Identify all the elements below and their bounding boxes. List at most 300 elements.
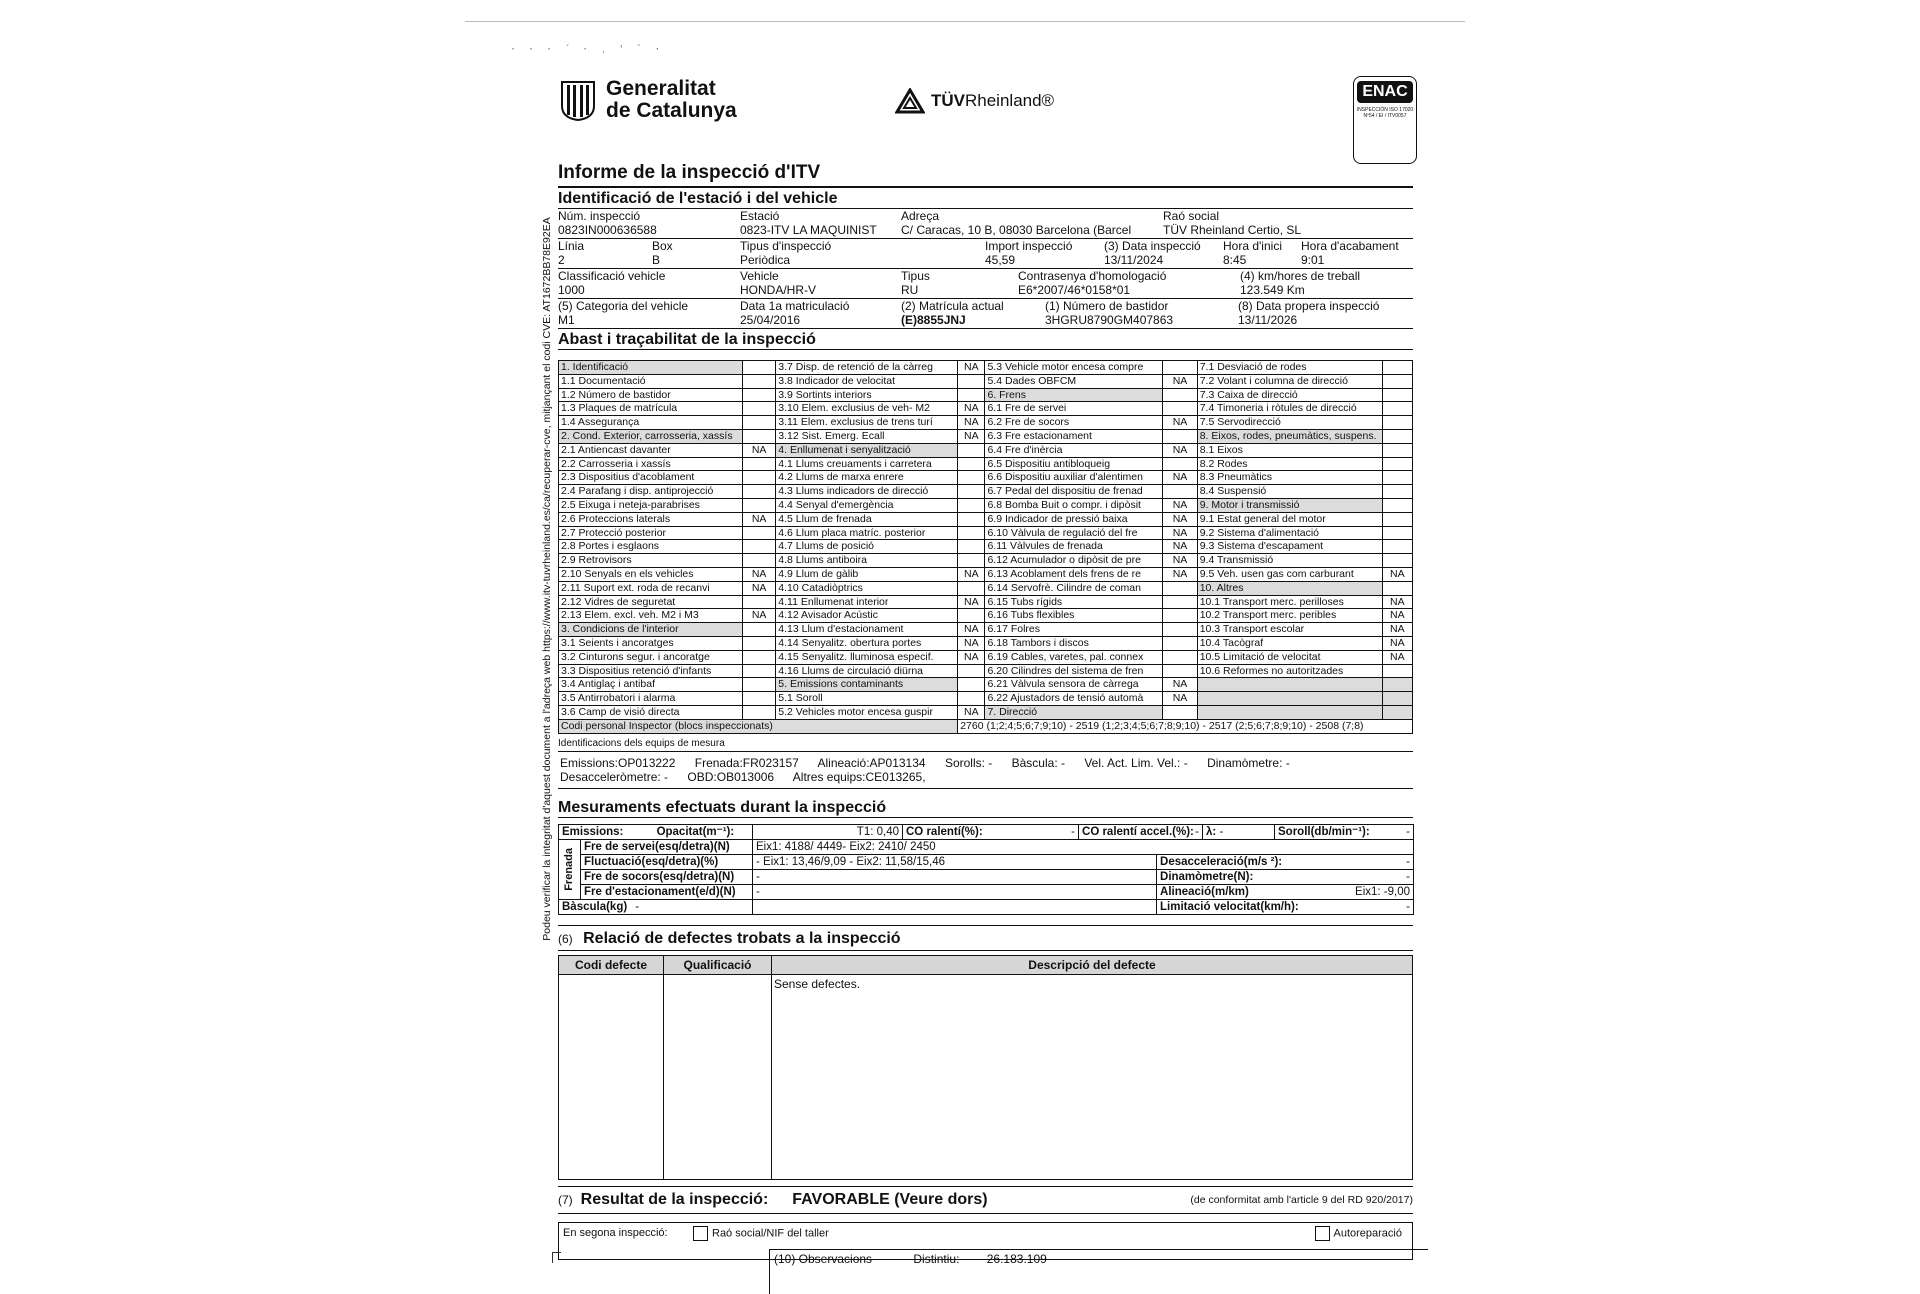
abast-status — [958, 388, 985, 402]
abast-status: NA — [1163, 498, 1197, 512]
fre-servei-value: Eix1: 4188/ 4449- Eix2: 2410/ 2450 — [753, 839, 1414, 854]
abast-item: 9.3 Sistema d'escapament — [1197, 540, 1382, 554]
abast-status — [958, 678, 985, 692]
coa-value: - — [1195, 825, 1200, 838]
abast-status: NA — [742, 581, 775, 595]
autoreparacio-label: Autoreparació — [1333, 1226, 1402, 1239]
abast-item: 7.1 Desviació de rodes — [1197, 361, 1382, 375]
abast-status — [742, 664, 775, 678]
abast-item: 6.7 Pedal del dispositiu de frenad — [985, 485, 1163, 499]
report-header — [558, 70, 1413, 152]
abast-status — [1382, 526, 1412, 540]
defectes-table — [558, 955, 1413, 1180]
linia-label: Línia — [558, 239, 585, 253]
abast-status: NA — [1163, 567, 1197, 581]
tuv-a: TÜV — [931, 91, 965, 110]
abast-row — [559, 361, 1413, 375]
abast-status — [958, 485, 985, 499]
propera-value: 13/11/2026 — [1238, 313, 1298, 327]
abast-row — [559, 678, 1413, 692]
generalitat-seal-icon — [558, 78, 598, 122]
abast-item: 4.12 Avisador Acústic — [776, 609, 958, 623]
abast-item: 1.2 Número de bastidor — [559, 388, 743, 402]
equip-alineacio: Alineació:AP013134 — [817, 755, 926, 770]
abast-row — [559, 636, 1413, 650]
abast-item: 10.5 Limitació de velocitat — [1197, 650, 1382, 664]
handwritten-mark: · · · ´ · ˌ ' ` · — [510, 44, 664, 55]
equips-title: Identificacions dels equips de mesura — [558, 737, 725, 749]
limit-label: Limitació velocitat(km/h): — [1160, 900, 1299, 913]
abast-status — [1382, 678, 1412, 692]
abast-status — [1382, 429, 1412, 443]
abast-item: 3.8 Indicador de velocitat — [776, 374, 958, 388]
abast-item: 6.16 Tubs flexibles — [985, 609, 1163, 623]
abast-item: 2.13 Elem. excl. veh. M2 i M3 — [559, 609, 743, 623]
abast-item: 4.14 Senyalitz. obertura portes — [776, 636, 958, 650]
abast-row — [559, 623, 1413, 637]
equip-sorolls: Sorolls: - — [944, 755, 993, 770]
abast-row — [559, 429, 1413, 443]
abast-status: NA — [1163, 443, 1197, 457]
generalitat-logo — [558, 78, 737, 122]
desacc-label: Desacceleració(m/s ²): — [1160, 855, 1283, 868]
abast-row — [559, 374, 1413, 388]
hora-fi-value: 9:01 — [1301, 253, 1325, 267]
import-label: Import inspecció — [985, 239, 1073, 253]
abast-item: 2.3 Dispositius d'acoblament — [559, 471, 743, 485]
abast-item: 6.1 Fre de servei — [985, 402, 1163, 416]
abast-item: 7.5 Servodirecció — [1197, 416, 1382, 430]
abast-status — [958, 471, 985, 485]
abast-status: NA — [1163, 692, 1197, 706]
rao-value: TÜV Rheinland Certio, SL — [1163, 223, 1302, 237]
abast-row — [559, 705, 1413, 719]
abast-status — [742, 471, 775, 485]
abast-status — [1163, 581, 1197, 595]
abast-row — [559, 664, 1413, 678]
abast-status — [958, 526, 985, 540]
abast-item: 2.12 Vidres de seguretat — [559, 595, 743, 609]
classif-value: 1000 — [558, 283, 585, 297]
col-desc: Descripció del defecte — [772, 955, 1413, 974]
abast-row — [559, 512, 1413, 526]
abast-status — [958, 512, 985, 526]
alin-value: Eix1: -9,00 — [1355, 885, 1411, 898]
equip-bascula: Bàscula: - — [1011, 755, 1065, 770]
abast-item: 10.6 Reformes no autoritzades — [1197, 664, 1382, 678]
abast-item: 2.4 Parafang i disp. antiprojecció — [559, 485, 743, 499]
abast-item: 9.1 Estat general del motor — [1197, 512, 1382, 526]
abast-item — [1197, 678, 1382, 692]
box-label: Box — [652, 239, 673, 253]
abast-item: 6.4 Fre d'inèrcia — [985, 443, 1163, 457]
cell-desc: Sense defectes. — [772, 974, 1413, 1179]
abast-item: 9.4 Transmissió — [1197, 554, 1382, 568]
section-mesuraments: Mesuraments efectuats durant la inspecció — [558, 797, 1413, 818]
num-value: 0823IN000636588 — [558, 223, 657, 237]
abast-row — [559, 471, 1413, 485]
tuv-triangle-icon — [895, 88, 925, 114]
abast-status — [958, 664, 985, 678]
abast-item: 6.11 Vàlvules de frenada — [985, 540, 1163, 554]
resultat-row — [558, 1186, 1413, 1214]
estacio-label: Estació — [740, 209, 780, 223]
abast-status — [742, 498, 775, 512]
abast-status: NA — [742, 512, 775, 526]
resultat-note: (de conformitat amb l'article 9 del RD 920/2017) — [1190, 1193, 1413, 1206]
id-row-1 — [558, 209, 1413, 239]
emissions-label: Emissions: — [562, 825, 624, 838]
abast-status — [1163, 388, 1197, 402]
distintiu-label: Distintiu: — [913, 1251, 960, 1266]
abast-item: 7.4 Timoneria i ròtules de direcció — [1197, 402, 1382, 416]
abast-status — [742, 554, 775, 568]
abast-item: 4.8 Llums antiboira — [776, 554, 958, 568]
abast-item: 3.11 Elem. exclusius de trens turí — [776, 416, 958, 430]
abast-status — [1163, 402, 1197, 416]
opacitat-label: Opacitat(m⁻¹): — [656, 825, 735, 838]
abast-item: 6.9 Indicador de pressió baixa — [985, 512, 1163, 526]
abast-status — [1382, 402, 1412, 416]
rao-taller-checkbox[interactable] — [693, 1226, 708, 1241]
report-title: Informe de la inspecció d'ITV — [558, 162, 1413, 188]
abast-status: NA — [1163, 540, 1197, 554]
abast-item: 3.12 Sist. Emerg. Ecall — [776, 429, 958, 443]
abast-item: 10. Altres — [1197, 581, 1382, 595]
abast-status — [1163, 705, 1197, 719]
abast-row — [559, 485, 1413, 499]
abast-row — [559, 554, 1413, 568]
mesuraments-table — [558, 824, 1414, 915]
abast-item: 4.4 Senyal d'emergència — [776, 498, 958, 512]
estac-value: - — [753, 884, 1157, 899]
segona-inspeccio — [558, 1222, 1413, 1266]
abast-row — [559, 498, 1413, 512]
abast-status — [1382, 443, 1412, 457]
vehicle-label: Vehicle — [740, 269, 779, 283]
equip-altres: Altres equips:CE013265, — [792, 769, 926, 784]
abast-row — [559, 609, 1413, 623]
itv-report — [558, 70, 1414, 1266]
co-value: - — [1071, 825, 1076, 838]
abast-status — [958, 457, 985, 471]
abast-item: 7. Direcció — [985, 705, 1163, 719]
abast-table — [558, 360, 1413, 734]
abast-item: 6.18 Tambors i discos — [985, 636, 1163, 650]
abast-status: NA — [1382, 650, 1412, 664]
categoria-label: (5) Categoria del vehicle — [558, 299, 689, 313]
tuv-logo — [895, 88, 1054, 114]
gen-line1: Generalitat — [606, 77, 716, 100]
abast-status — [958, 443, 985, 457]
abast-item: 3.10 Elem. exclusius de veh- M2 — [776, 402, 958, 416]
abast-item: 4.3 Llums indicadors de direcció — [776, 485, 958, 499]
equip-vel: Vel. Act. Lim. Vel.: - — [1084, 755, 1188, 770]
abast-item: 2.5 Eixuga i neteja-parabrises — [559, 498, 743, 512]
abast-row — [559, 581, 1413, 595]
soroll-label: Soroll(db/min⁻¹): — [1278, 825, 1370, 838]
cell-qual — [664, 974, 772, 1179]
abast-item: 8.2 Rodes — [1197, 457, 1382, 471]
abast-item: 8.1 Eixos — [1197, 443, 1382, 457]
abast-status — [742, 402, 775, 416]
defectes-num: (6) — [558, 931, 573, 946]
abast-status — [1382, 692, 1412, 706]
data-mat-label: Data 1a matriculació — [740, 299, 850, 313]
equip-dinamometre: Dinamòmetre: - — [1207, 755, 1290, 770]
abast-item: 3.5 Antirrobatori i alarma — [559, 692, 743, 706]
soroll-value: - — [1406, 825, 1411, 838]
enac-badge — [1353, 76, 1417, 164]
abast-status — [742, 457, 775, 471]
resultat-num: (7) — [558, 1192, 573, 1207]
abast-status — [742, 526, 775, 540]
abast-status: NA — [1163, 526, 1197, 540]
abast-item: 2.8 Portes i esglaons — [559, 540, 743, 554]
abast-status — [1382, 554, 1412, 568]
abast-status: NA — [958, 429, 985, 443]
equip-obd: OBD:OB013006 — [687, 769, 775, 784]
resultat-label: Resultat de la inspecció: — [580, 1190, 769, 1208]
abast-item: 9. Motor i transmissió — [1197, 498, 1382, 512]
opacitat-value: T1: 0,40 — [753, 824, 903, 839]
abast-item: 6.20 Cilindres del sistema de fren — [985, 664, 1163, 678]
abast-item: 2.9 Retrovisors — [559, 554, 743, 568]
hora-ini-value: 8:45 — [1223, 253, 1247, 267]
abast-status: NA — [1382, 595, 1412, 609]
abast-status — [742, 416, 775, 430]
rao-taller-group — [693, 1226, 829, 1241]
id-row-2 — [558, 239, 1413, 269]
categoria-value: M1 — [558, 313, 575, 327]
abast-status — [742, 678, 775, 692]
tipus-value: RU — [901, 283, 919, 297]
abast-item: 3.1 Seients i ancoratges — [559, 636, 743, 650]
abast-status: NA — [958, 567, 985, 581]
bascula-label: Bàscula(kg) — [562, 900, 628, 913]
abast-item: 3. Condicions de l'interior — [559, 623, 743, 637]
dinam-label: Dinamòmetre(N): — [1160, 870, 1254, 883]
abast-status — [958, 554, 985, 568]
abast-status: NA — [742, 609, 775, 623]
abast-item: 6.15 Tubs rígids — [985, 595, 1163, 609]
abast-item: 4.5 Llum de frenada — [776, 512, 958, 526]
section-abast: Abast i traçabilitat de la inspecció — [558, 329, 1413, 350]
abast-item: 5.2 Vehicles motor encesa guspir — [776, 705, 958, 719]
corner-mark — [552, 1252, 561, 1263]
equip-desaccelerometre: Desacceleròmetre: - — [560, 769, 669, 784]
abast-status — [1382, 374, 1412, 388]
abast-status: NA — [958, 636, 985, 650]
segona-label: En segona inspecció: — [563, 1226, 668, 1239]
km-value: 123.549 Km — [1240, 283, 1305, 297]
abast-status — [1382, 540, 1412, 554]
abast-item: 2. Cond. Exterior, carrosseria, xassís — [559, 429, 743, 443]
abast-item: 4. Enllumenat i senyalització — [776, 443, 958, 457]
abast-item: 10.3 Transport escolar — [1197, 623, 1382, 637]
abast-item: 4.16 Llums de circulació diürna — [776, 664, 958, 678]
col-qual: Qualificació — [664, 955, 772, 974]
abast-item: 2.6 Proteccions laterals — [559, 512, 743, 526]
hora-fi-label: Hora d'acabament — [1301, 239, 1399, 253]
adreca-value: C/ Caracas, 10 B, 08030 Barcelona (Barcel — [901, 223, 1132, 237]
box-value: B — [652, 253, 661, 267]
abast-status — [1382, 457, 1412, 471]
frenada-label: Frenada — [563, 847, 575, 891]
abast-status — [742, 361, 775, 375]
data-insp-label: (3) Data inspecció — [1104, 239, 1201, 253]
bastidor-value: 3HGRU8790GM407863 — [1045, 313, 1174, 327]
abast-status — [958, 581, 985, 595]
abast-status — [1382, 361, 1412, 375]
abast-row — [559, 416, 1413, 430]
abast-item: 4.6 Llum placa matríc. posterior — [776, 526, 958, 540]
abast-item: 1.4 Assegurança — [559, 416, 743, 430]
abast-status: NA — [958, 705, 985, 719]
abast-item: 7.3 Caixa de direcció — [1197, 388, 1382, 402]
abast-item: 6.5 Dispositiu antibloqueig — [985, 457, 1163, 471]
abast-status — [1382, 416, 1412, 430]
abast-item — [1197, 705, 1382, 719]
abast-item: 10.4 Tacògraf — [1197, 636, 1382, 650]
abast-item: 10.1 Transport merc. perilloses — [1197, 595, 1382, 609]
abast-status — [958, 374, 985, 388]
dinam-value: - — [1406, 870, 1411, 883]
autoreparacio-checkbox[interactable] — [1315, 1226, 1330, 1241]
codi-label: Codi personal Inspector (blocs inspeccionats) — [559, 719, 958, 733]
abast-item: 7.2 Volant i columna de direcció — [1197, 374, 1382, 388]
bastidor-label: (1) Número de bastidor — [1045, 299, 1169, 313]
abast-item: 3.6 Camp de visió directa — [559, 705, 743, 719]
resultat-value: FAVORABLE (Veure dors) — [792, 1190, 988, 1208]
abast-item: 9.2 Sistema d'alimentació — [1197, 526, 1382, 540]
abast-item: 3.7 Disp. de retenció de la càrreg — [776, 361, 958, 375]
fluct-label: Fluctuació(esq/detra)(%) — [584, 855, 719, 868]
abast-item: 5.3 Vehicle motor encesa compre — [985, 361, 1163, 375]
page-top-edge — [465, 21, 1465, 22]
rao-label: Raó social — [1163, 209, 1220, 223]
abast-status — [958, 692, 985, 706]
gen-line2: de Catalunya — [606, 99, 737, 122]
abast-item: 6.12 Acumulador o dipòsit de pre — [985, 554, 1163, 568]
abast-status — [742, 650, 775, 664]
abast-item: 6.8 Bomba Buit o compr. i dipòsit — [985, 498, 1163, 512]
abast-item: 6.13 Acoblament dels frens de re — [985, 567, 1163, 581]
abast-status: NA — [1382, 567, 1412, 581]
abast-item: 3.4 Antiglaç i antibaf — [559, 678, 743, 692]
num-label: Núm. inspecció — [558, 209, 641, 223]
hora-ini-label: Hora d'inici — [1223, 239, 1282, 253]
abast-item: 3.3 Dispositius retenció d'infants — [559, 664, 743, 678]
abast-item: 6.10 Vàlvula de regulació del fre — [985, 526, 1163, 540]
abast-row — [559, 650, 1413, 664]
abast-status — [1382, 498, 1412, 512]
rao-taller-label: Raó social/NIF del taller — [712, 1226, 829, 1239]
contrasenya-label: Contrasenya d'homologació — [1018, 269, 1167, 283]
abast-status — [1163, 650, 1197, 664]
abast-item: 4.7 Llums de posició — [776, 540, 958, 554]
abast-status — [958, 609, 985, 623]
abast-item — [1197, 692, 1382, 706]
contrasenya-value: E6*2007/46*0158*01 — [1018, 283, 1131, 297]
socors-label: Fre de socors(esq/detra)(N) — [584, 870, 735, 883]
abast-status — [1382, 485, 1412, 499]
abast-row — [559, 388, 1413, 402]
vehicle-value: HONDA/HR-V — [740, 283, 817, 297]
abast-status: NA — [1163, 374, 1197, 388]
abast-status: NA — [742, 443, 775, 457]
abast-item: 9.5 Veh. usen gas com carburant — [1197, 567, 1382, 581]
abast-status — [1382, 664, 1412, 678]
abast-status — [742, 692, 775, 706]
observacions-box — [769, 1249, 1428, 1294]
abast-item: 6.6 Dispositiu auxiliar d'alentimen — [985, 471, 1163, 485]
abast-item: 2.1 Antiencast davanter — [559, 443, 743, 457]
obs-label: (10) Observacions — [774, 1251, 873, 1266]
data-insp-value: 13/11/2024 — [1104, 253, 1164, 267]
tuv-b: Rheinland® — [965, 91, 1055, 110]
estac-label: Fre d'estacionament(e/d)(N) — [584, 885, 736, 898]
abast-status: NA — [1163, 554, 1197, 568]
abast-status — [1163, 457, 1197, 471]
abast-item: 4.2 Llums de marxa enrere — [776, 471, 958, 485]
abast-item: 5.1 Soroll — [776, 692, 958, 706]
alin-label: Alineació(m/km) — [1160, 885, 1249, 898]
abast-status: NA — [1382, 609, 1412, 623]
side-verification-text: Podeu verificar la integritat d'aquest document a l'adreça web https://www.itv-tuvrheinland.es/ca/recuperar-cve, mitjançant el codi CVE: AT1672BB78E92EA — [541, 217, 553, 941]
socors-value: - — [753, 869, 1157, 884]
abast-item: 4.9 Llum de gàlib — [776, 567, 958, 581]
desacc-value: - — [1406, 855, 1411, 868]
abast-status — [742, 540, 775, 554]
abast-status — [742, 705, 775, 719]
data-mat-value: 25/04/2016 — [740, 313, 801, 327]
abast-item: 2.10 Senyals en els vehicles — [559, 567, 743, 581]
coa-label: CO ralentí accel.(%): — [1082, 825, 1194, 838]
abast-item: 6.22 Ajustadors de tensió automà — [985, 692, 1163, 706]
abast-item: 4.15 Senyalitz. lluminosa especif. — [776, 650, 958, 664]
abast-row — [559, 540, 1413, 554]
abast-row — [559, 692, 1413, 706]
tipus-insp-value: Periòdica — [740, 253, 791, 267]
abast-status: NA — [1163, 416, 1197, 430]
abast-row — [559, 567, 1413, 581]
abast-status: NA — [1382, 623, 1412, 637]
adreca-label: Adreça — [901, 209, 940, 223]
abast-status — [1163, 485, 1197, 499]
abast-status — [742, 623, 775, 637]
matricula-value: (E)8855JNJ — [901, 313, 966, 327]
abast-item: 6.19 Cables, varetes, pal. connex — [985, 650, 1163, 664]
abast-item: 6.3 Fre estacionament — [985, 429, 1163, 443]
abast-item: 2.2 Carrosseria i xassís — [559, 457, 743, 471]
cell-codi — [559, 974, 664, 1179]
co-label: CO ralentí(%): — [906, 825, 983, 838]
fre-servei-label: Fre de servei(esq/detra)(N) — [584, 840, 730, 853]
bascula-value: - — [635, 900, 640, 913]
abast-item: 8.3 Pneumàtics — [1197, 471, 1382, 485]
abast-status — [742, 485, 775, 499]
equip-emissions: Emissions:OP013222 — [560, 755, 676, 770]
abast-status — [1163, 595, 1197, 609]
classif-label: Classificació vehicle — [558, 269, 666, 283]
abast-item: 10.2 Transport merc. peribles — [1197, 609, 1382, 623]
abast-status: NA — [742, 567, 775, 581]
defectes-title: Relació de defectes trobats a la inspecció — [583, 929, 901, 947]
abast-row — [559, 526, 1413, 540]
lambda-value: - — [1219, 825, 1224, 838]
abast-status: NA — [958, 595, 985, 609]
